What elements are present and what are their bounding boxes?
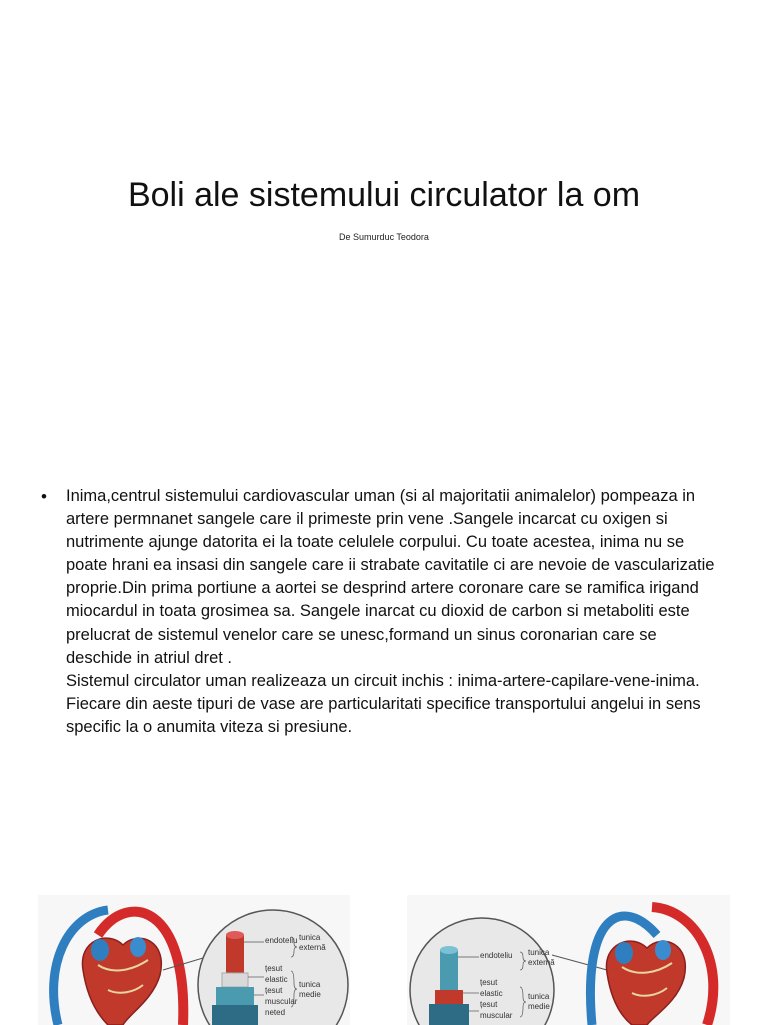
label-neted: neted: [265, 1008, 286, 1017]
heart-icon: [606, 940, 685, 1025]
paragraph-vessels: Fiecare din aeste tipuri de vase are particularitati specifice transportului angelui in sens specific la o anumita viteza si presiune.: [66, 694, 701, 736]
bullet-icon: •: [41, 487, 47, 506]
label-tesut-1: țesut: [265, 964, 283, 973]
heart-artery-illustration: [38, 895, 350, 1025]
slide-title: Boli ale sistemului circulator la om: [127, 176, 641, 214]
label-tunica-externa-2: externă: [299, 943, 326, 952]
label-tunica-medie-1: tunica: [299, 980, 321, 989]
heart-vein-figure-right: [407, 895, 730, 1025]
heart-artery-figure-left: [38, 895, 350, 1025]
label-tesut-2: țesut: [480, 1000, 498, 1009]
paragraph-heart: Inima,centrul sistemului cardiovascular uman (si al majoritatii animalelor) pompeaza in artere permnanet sangele care il primeste prin vene .Sangele incarcat cu oxigen si nutrimente ajunge datorita ei la toate celulele corpului. Cu toate acestea, inima nu se poate hrani ea insasi din sangele care ii strabate cavitatile ci are nevoie de vascularizatie proprie.Din prima portiune a aortei se desprind artere coronare care se ramifica irigand miocardul in toata grosimea sa. Sangele inarcat cu dioxid de carbon si metaboliti este prelucrat de sistemul venelor care se unesc,formand un sinus coronarian care se deschide in atriul dret .: [66, 487, 715, 667]
label-muscular: muscular: [480, 1011, 513, 1020]
label-endoteliu: endoteliu: [480, 951, 513, 960]
label-endoteliu: endoteliu: [265, 936, 298, 945]
content-slide: [0, 440, 768, 1024]
label-tunica-externa-1: tunica: [299, 933, 321, 942]
label-elastic: elastic: [480, 989, 503, 998]
label-tunica-medie-1: tunica: [528, 992, 550, 1001]
label-tunica-externa-1: tunica: [528, 948, 550, 957]
label-tesut-2: țesut: [265, 986, 283, 995]
heart-icon: [82, 937, 161, 1025]
label-tunica-medie-2: medie: [528, 1002, 550, 1011]
label-tesut-1: țesut: [480, 978, 498, 987]
label-tunica-externa-2: externă: [528, 958, 555, 967]
label-muscular: muscular: [265, 997, 298, 1006]
title-slide: [0, 0, 768, 440]
bullet-text: [66, 485, 726, 739]
paragraph-circuit: Sistemul circulator uman realizeaza un circuit inchis : inima-artere-capilare-vene-inima.: [66, 671, 700, 690]
heart-vein-illustration: [407, 895, 730, 1025]
slide-subtitle: De Sumurduc Teodora: [339, 232, 429, 242]
label-elastic: elastic: [265, 975, 288, 984]
label-tunica-medie-2: medie: [299, 990, 321, 999]
